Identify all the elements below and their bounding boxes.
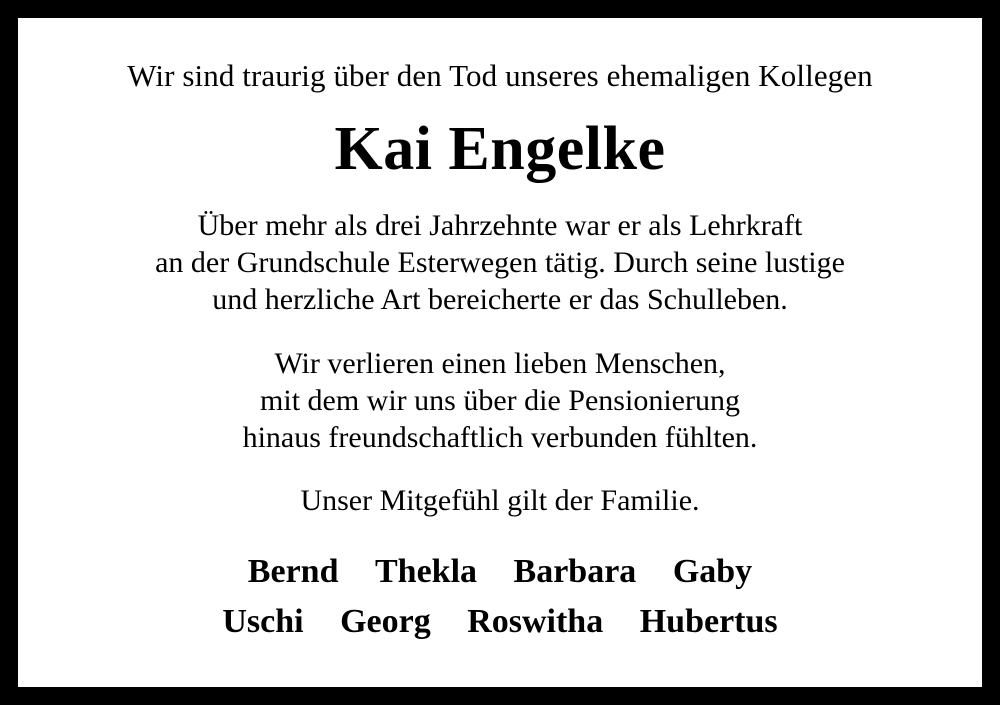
tribute-paragraph-3-line-1: Unser Mitgefühl gilt der Familie.	[300, 484, 700, 518]
intro-text: Wir sind traurig über den Tod unseres ehemaligen Kollegen	[127, 58, 873, 93]
tribute-paragraph-1-line-3: und herzliche Art bereicherte er das Schulleben.	[212, 283, 788, 317]
tribute-paragraph-1-line-1: Über mehr als drei Jahrzehnte war er als Lehrkraft	[197, 208, 803, 242]
obituary-notice-card	[14, 14, 986, 691]
signer-name: Uschi	[222, 602, 304, 640]
tribute-paragraph-1	[155, 207, 845, 319]
deceased-name: Kai Engelke	[334, 114, 666, 183]
tribute-paragraph-1-line-2: an der Grundschule Esterwegen tätig. Durch seine lustige	[155, 246, 845, 280]
signer-name: Gaby	[672, 553, 753, 591]
tribute-paragraph-2	[243, 345, 758, 457]
signer-name: Georg	[340, 602, 431, 640]
signer-name: Bernd	[247, 553, 339, 591]
tribute-paragraph-2-line-3: hinaus freundschaftlich verbunden fühlten.	[242, 420, 758, 454]
signer-name: Roswitha	[467, 602, 604, 640]
signer-name: Barbara	[513, 553, 637, 591]
signers-row-1	[208, 547, 791, 596]
signer-name: Thekla	[374, 553, 478, 591]
signer-name: Hubertus	[639, 602, 778, 640]
tribute-paragraph-2-line-1: Wir verlieren einen lieben Menschen,	[274, 346, 726, 380]
signers-row-2	[208, 597, 791, 646]
tribute-paragraph-2-line-2: mit dem wir uns über die Pensionierung	[260, 383, 740, 417]
tribute-paragraph-3	[300, 482, 699, 519]
signers-block	[208, 547, 791, 646]
